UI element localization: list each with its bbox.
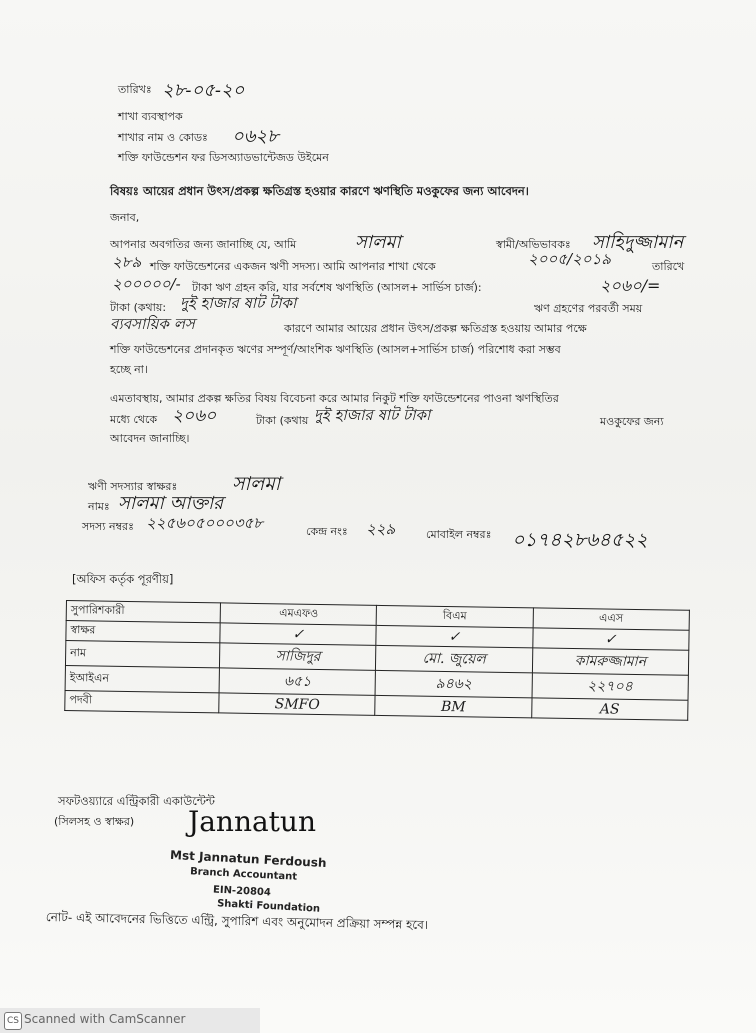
as-name: কামরুজ্জামান bbox=[532, 648, 689, 675]
office-title: [অফিস কর্তৃক পূরণীয়] bbox=[72, 572, 174, 586]
waiver-amount: ২০৬০ bbox=[172, 406, 217, 426]
member-name-label: নামঃ bbox=[88, 500, 110, 513]
seal-role: Branch Accountant bbox=[189, 866, 298, 883]
camscanner-icon: CS bbox=[4, 1012, 22, 1030]
as-signature: ✓ bbox=[532, 628, 689, 650]
bm-designation: BM bbox=[375, 695, 531, 717]
words-label: টাকা (কথায়: bbox=[110, 301, 167, 314]
seal-name: Mst Jannatun Ferdoush bbox=[169, 847, 327, 871]
bm-name: মো. জুয়েল bbox=[376, 645, 532, 672]
p1-after-text: ঋণ গ্রহণের পরবর্তী সময় bbox=[534, 302, 643, 315]
salutation: জনাব, bbox=[110, 211, 140, 224]
row-label-signature: স্বাক্ষর bbox=[66, 621, 221, 643]
row-label-ein: ইআইএন bbox=[65, 665, 220, 692]
bm-ein: ৯৪৬২ bbox=[375, 670, 531, 697]
seal-ein: EIN-20804 bbox=[212, 884, 272, 899]
date-label: তারিখঃ bbox=[118, 83, 152, 96]
applicant-name: সালমা bbox=[355, 232, 401, 253]
p2-line1: এমতাবস্থায়, আমার প্রকল্প ক্ষতির বিষয় বিবেচনা করে আমার নিকুট শক্তি ফাউন্ডেশনের পাওনা ঋণস্থিতির bbox=[110, 392, 559, 405]
mfo-name: সাজিদুর bbox=[220, 643, 377, 670]
accountant-title: সফটওয়্যারে এন্ট্রিকারী একাউন্টেন্ট bbox=[58, 794, 215, 808]
addressee: শাখা ব্যবস্থাপক bbox=[118, 110, 183, 123]
p1-start: আপনার অবগতির জন্য জানাচ্ছি যে, আমি bbox=[110, 238, 297, 251]
member-number: ২২৫৬০৫০০০৩৫৮ bbox=[146, 514, 263, 532]
organization-name: শক্তি ফাউন্ডেশন ফর ডিসঅ্যাডভান্টেজড উইমেন bbox=[118, 151, 329, 164]
loan-date: ২০০৫/২০১৯ bbox=[528, 250, 612, 268]
p1-line3: কারণে আমার আয়ের প্রধান উৎস/প্রকল্প ক্ষতিগ্রস্ত হওয়ায় আমার পক্ষে bbox=[284, 322, 587, 335]
member-signature-label: ঋণী সদস্যার স্বাক্ষরঃ bbox=[88, 480, 178, 493]
bm-signature: ✓ bbox=[376, 625, 532, 647]
p1-line4: শক্তি ফাউন্ডেশনের প্রদানকৃত ঋণের সম্পূর্ণ/আংশিক ঋণস্থিতি (আসল+সার্ভিস চার্জ) পরিশোধ করা সম্ভব bbox=[110, 343, 561, 356]
p2-mid-label: মধ্যে থেকে bbox=[110, 413, 158, 426]
date-suffix: তারিখে bbox=[652, 260, 685, 273]
as-designation: AS bbox=[531, 698, 688, 720]
row-label-designation: পদবী bbox=[65, 690, 220, 712]
loan-amount: ২০০০০০/- bbox=[112, 275, 181, 293]
mobile-label: মোবাইল নম্বরঃ bbox=[426, 528, 492, 541]
header-recommender: সুপারিশকারী bbox=[66, 601, 221, 623]
balance-amount: ২০৬০/= bbox=[600, 276, 661, 295]
office-table bbox=[64, 600, 690, 721]
mobile-number: ০১৭৪২৮৬৪৫২২ bbox=[512, 529, 648, 551]
branch-code: ০৬২৮ bbox=[232, 126, 279, 147]
header-as: এএস bbox=[533, 608, 690, 630]
mfo-ein: ৬৫১ bbox=[219, 668, 376, 695]
guardian-label: স্বামী/অভিভাবকঃ bbox=[496, 238, 571, 251]
header-mfo: এমএফও bbox=[220, 603, 376, 625]
p2-taka-words: টাকা (কথায় bbox=[256, 414, 309, 427]
member-name: সালমা আক্তার bbox=[118, 493, 224, 514]
as-ein: ২২৭০৪ bbox=[532, 673, 689, 700]
header-bm: বিএম bbox=[377, 605, 533, 627]
row-label-name: নাম bbox=[65, 641, 220, 668]
center-label: কেন্দ্র নংঃ bbox=[306, 525, 348, 538]
mfo-signature: ✓ bbox=[220, 623, 376, 645]
guardian-name: সাহিদুজ্জামান bbox=[592, 232, 684, 253]
samity-number: ২৮৯ bbox=[112, 253, 142, 271]
mfo-designation: SMFO bbox=[219, 693, 375, 715]
subject-line: বিষয়ঃ আয়ের প্রধান উৎস/প্রকল্প ক্ষতিগ্রস্ত হওয়ার কারণে ঋণস্থিতি মওকুফের জন্য আবেদন। bbox=[110, 184, 529, 198]
date-value: ২৮-০৫-২০ bbox=[162, 80, 245, 101]
accountant-sub: (সিলসহ ও স্বাক্ষর) bbox=[54, 815, 135, 828]
p2-end: মওকুফের জন্য bbox=[600, 415, 664, 428]
branch-label: শাখার নাম ও কোডঃ bbox=[118, 131, 208, 144]
accountant-signature: Jannatun bbox=[188, 805, 316, 838]
member-number-label: সদস্য নম্বরঃ bbox=[82, 520, 134, 533]
balance-words: দুই হাজার ষাট টাকা bbox=[180, 294, 297, 312]
seal-org: Shakti Foundation bbox=[216, 898, 321, 915]
note-text: নোট- এই আবেদনের ভিত্তিতে এন্ট্রি, সুপারিশ এবং অনুমোদন প্রক্রিয়া সম্পন্ন হবে। bbox=[45, 910, 429, 933]
p2-line3: আবেদন জানাচ্ছি। bbox=[110, 432, 190, 445]
watermark-text: Scanned with CamScanner bbox=[24, 1012, 186, 1026]
center-number: ২২৯ bbox=[366, 520, 396, 538]
p1-loan-text: টাকা ঋণ গ্রহন করি, যার সর্বশেষ ঋণস্থিতি (আসল+ সার্ভিস চার্জ): bbox=[192, 281, 482, 294]
p1-line5: হচ্ছে না। bbox=[110, 363, 148, 376]
waiver-words: দুই হাজার ষাট টাকা bbox=[314, 406, 431, 424]
member-signature: সালমা bbox=[232, 473, 281, 495]
loss-reason: ব্যবসায়িক লস bbox=[110, 315, 195, 333]
p1-member-text: শক্তি ফাউন্ডেশনের একজন ঋণী সদস্য। আমি আপনার শাখা থেকে bbox=[150, 260, 436, 273]
